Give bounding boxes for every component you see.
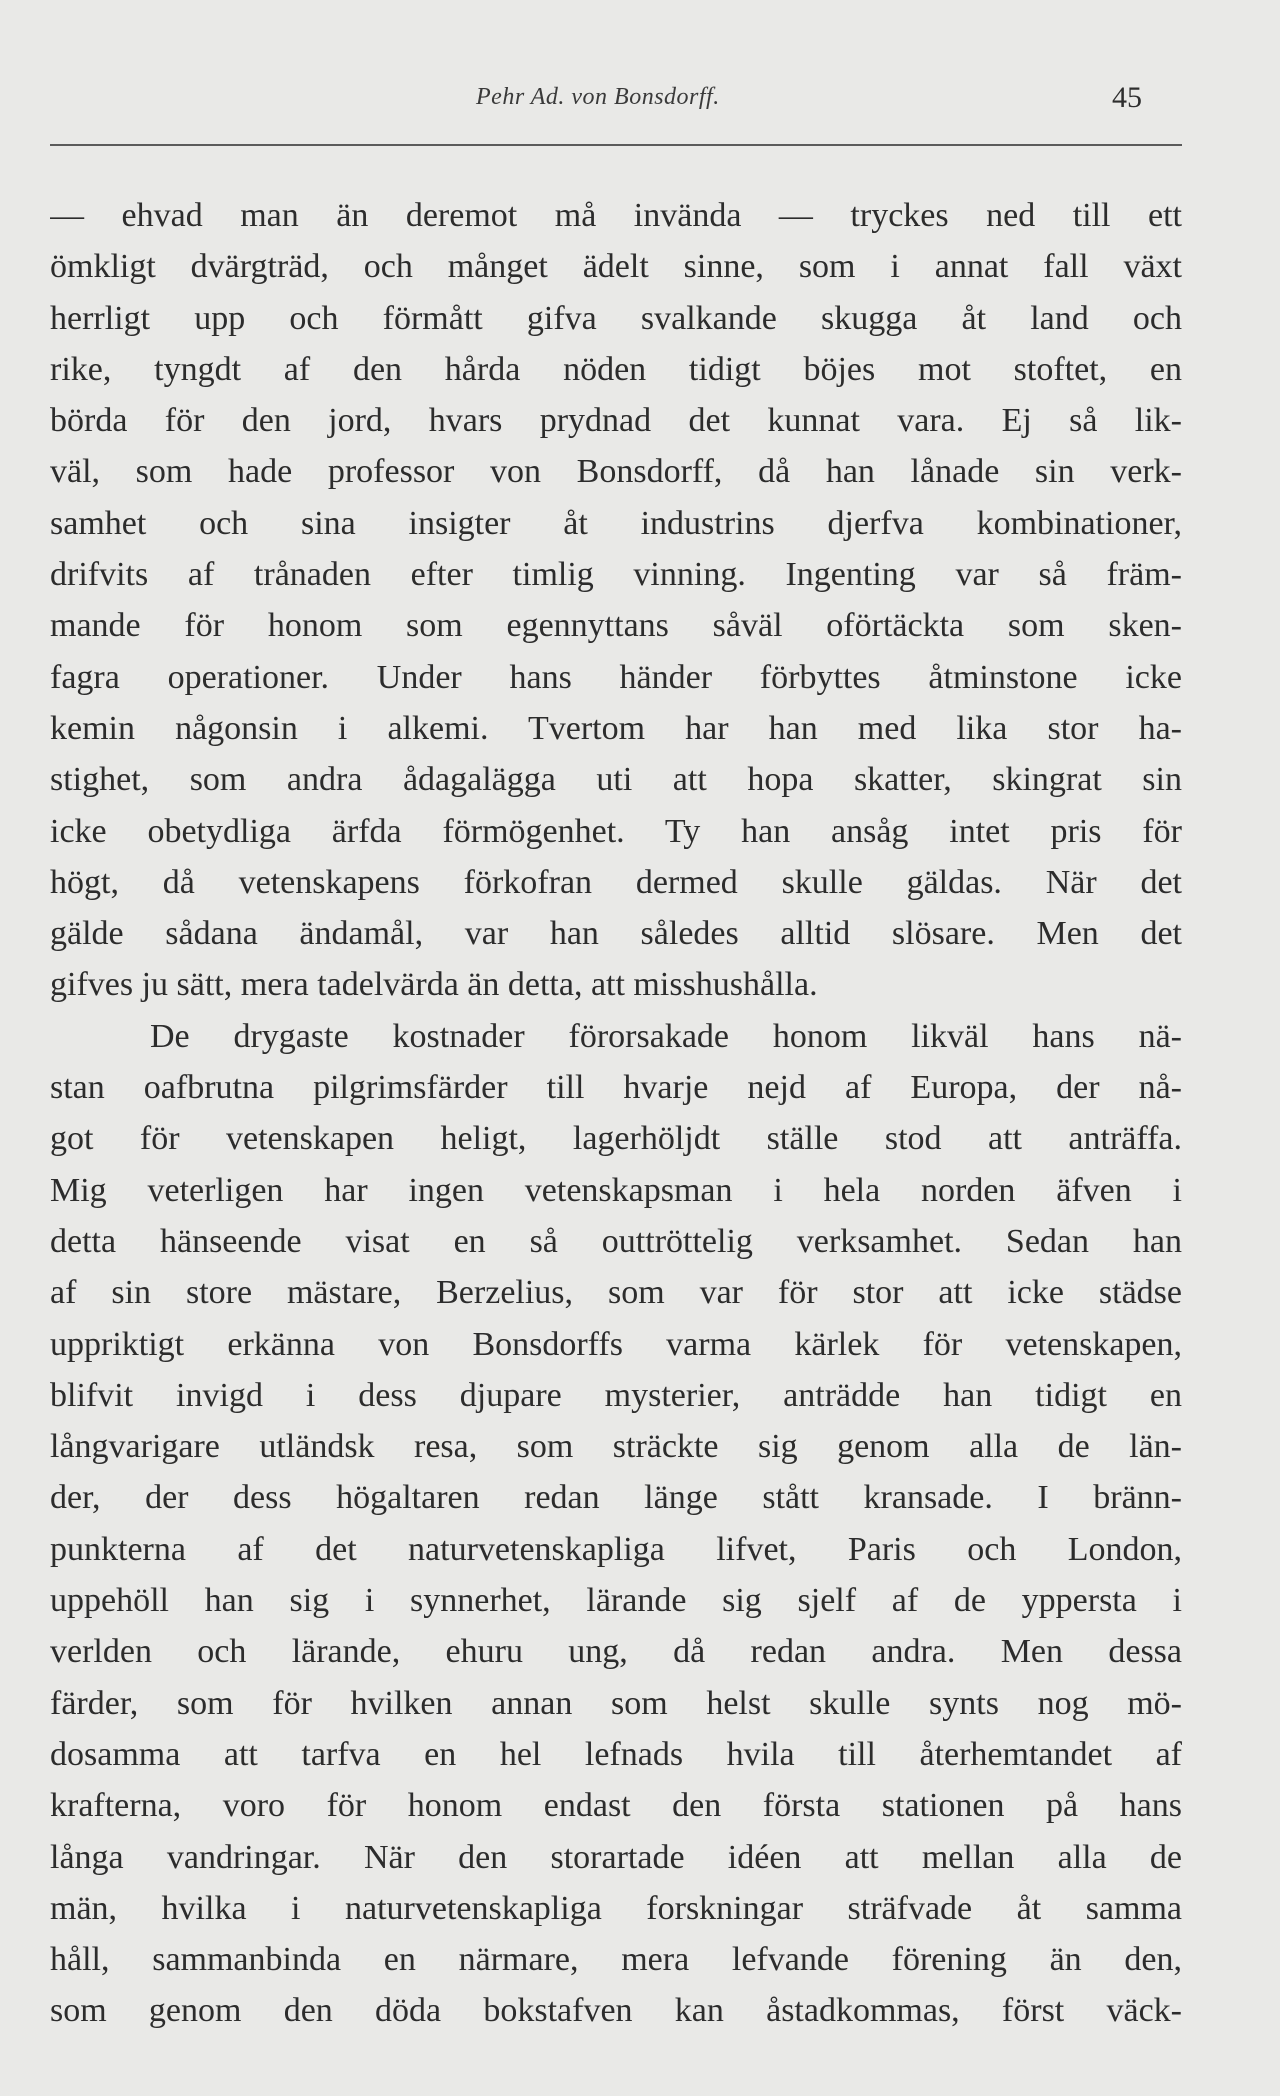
text-line: gälde sådana ändamål, var han således alltid slösare. Men det [50,915,1182,953]
text-line: dosamma att tarfva en hel lefnads hvila till återhemtandet af [50,1735,1182,1773]
text-line: icke obetydliga ärfda förmögenhet. Ty han ansåg intet pris för [50,812,1182,850]
text-line: af sin store mästare, Berzelius, som var för stor att icke städse [50,1274,1182,1312]
text-line: drifvits af trånaden efter timlig vinning. Ingenting var så främ- [50,556,1182,594]
text-line: De drygaste kostnader förorsakade honom likväl hans nä- [150,1017,1182,1055]
text-line: långa vandringar. När den storartade idéen att mellan alla de [50,1838,1182,1876]
text-line: fagra operationer. Under hans händer förbyttes åtminstone icke [50,658,1182,696]
text-line: färder, som för hvilken annan som helst skulle synts nog mö- [50,1684,1182,1722]
text-line: som genom den döda bokstafven kan åstadkommas, först väck- [50,1992,1182,2030]
text-line: herrligt upp och förmått gifva svalkande skugga åt land och [50,299,1182,337]
text-line: got för vetenskapen heligt, lagerhöljdt ställe stod att anträffa. [50,1120,1182,1158]
text-line: män, hvilka i naturvetenskapliga forskningar sträfvade åt samma [50,1889,1182,1927]
text-line: punkterna af det naturvetenskapliga lifvet, Paris och London, [50,1530,1182,1568]
text-line: stan oafbrutna pilgrimsfärder till hvarje nejd af Europa, der nå- [50,1069,1182,1107]
text-line: samhet och sina insigter åt industrins djerfva kombinationer, [50,504,1182,542]
text-line: långvarigare utländsk resa, som sträckte sig genom alla de län- [50,1428,1182,1466]
text-line: der, der dess högaltaren redan länge stått kransade. I bränn- [50,1479,1182,1517]
text-line: börda för den jord, hvars prydnad det kunnat vara. Ej så lik- [50,402,1182,440]
header-rule [50,144,1182,146]
text-line: kemin någonsin i alkemi. Tvertom har han med lika stor ha- [50,709,1182,747]
body-text [50,190,1182,2037]
text-line: högt, då vetenskapens förkofran dermed skulle gäldas. När det [50,863,1182,901]
text-line: mande för honom som egennyttans såväl oförtäckta som sken- [50,607,1182,645]
text-line: rike, tyngdt af den hårda nöden tidigt böjes mot stoftet, en [50,350,1182,388]
text-line: ömkligt dvärgträd, och månget ädelt sinne, som i annat fall växt [50,248,1182,286]
running-head [0,81,1280,118]
text-line: uppehöll han sig i synnerhet, lärande sig sjelf af de yppersta i [50,1582,1182,1620]
text-line: håll, sammanbinda en närmare, mera lefvande förening än den, [50,1941,1182,1979]
text-line: blifvit invigd i dess djupare mysterier, anträdde han tidigt en [50,1376,1182,1414]
text-line: Mig veterligen har ingen vetenskapsman i hela norden äfven i [50,1171,1182,1209]
text-line: — ehvad man än deremot må invända — tryckes ned till ett [50,197,1182,234]
text-line: detta hänseende visat en så outtröttelig verksamhet. Sedan han [50,1222,1182,1260]
text-line: väl, som hade professor von Bonsdorff, då han lånade sin verk- [50,453,1182,491]
text-line: gifves ju sätt, mera tadelvärda än detta, att misshushålla. [50,966,818,1004]
text-line: uppriktigt erkänna von Bonsdorffs varma kärlek för vetenskapen, [50,1325,1182,1363]
text-line: krafterna, voro för honom endast den första stationen på hans [50,1787,1182,1825]
page-number: 45 [1112,81,1142,114]
text-line: stighet, som andra ådagalägga uti att hopa skatter, skingrat sin [50,761,1182,799]
text-line: verlden och lärande, ehuru ung, då redan andra. Men dessa [50,1633,1182,1671]
running-head-author: Pehr Ad. von Bonsdorff. [476,84,720,110]
